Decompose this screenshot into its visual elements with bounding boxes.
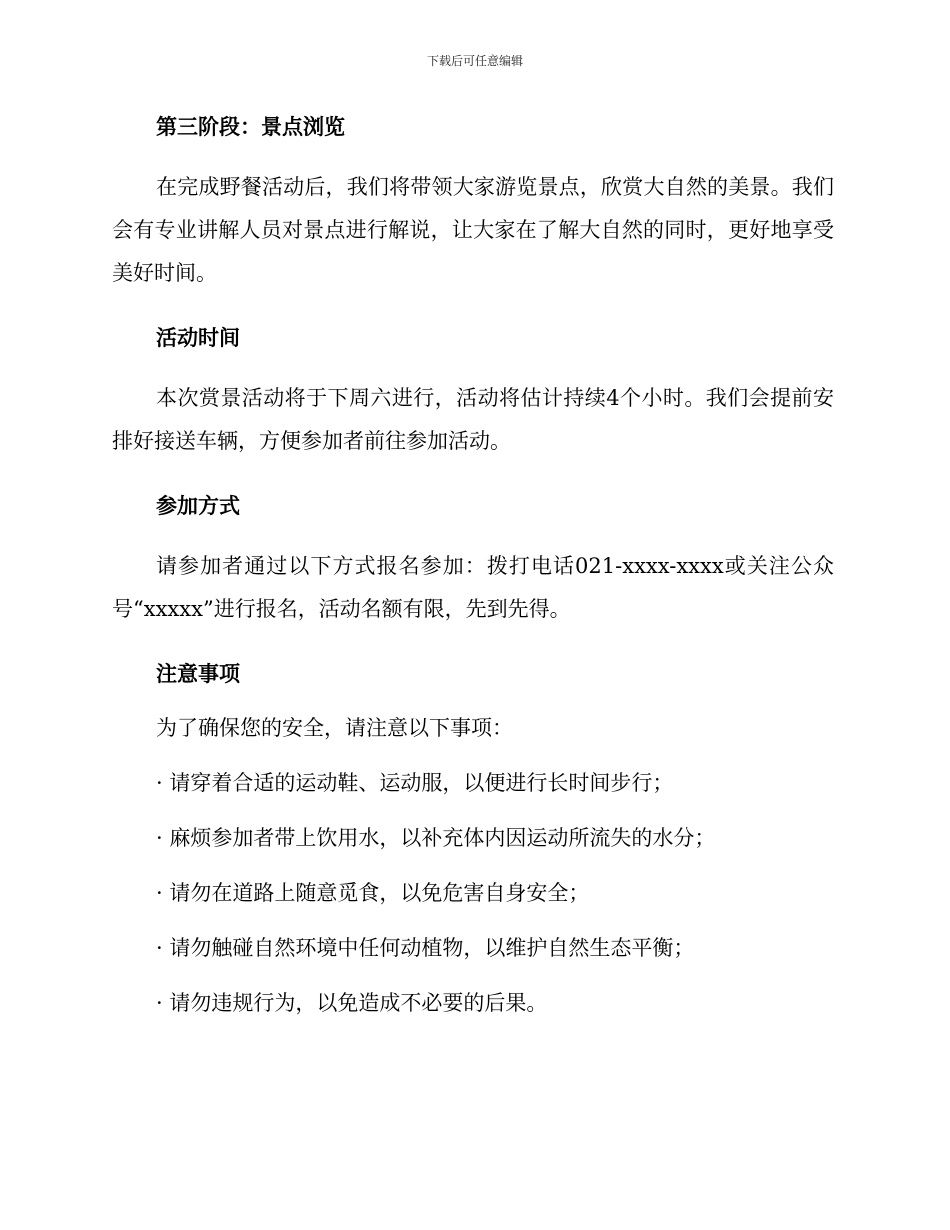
list-spacer	[112, 908, 834, 933]
notes-list	[112, 768, 834, 1018]
document-body	[112, 112, 834, 1018]
list-item: · 请勿违规行为，以免造成不必要的后果。	[156, 991, 548, 1015]
section-heading-participation: 参加方式	[156, 494, 240, 518]
list-item: · 麻烦参加者带上饮用水，以补充体内因运动所流失的水分；	[156, 826, 716, 850]
list-spacer	[112, 798, 834, 823]
list-item: · 请勿触碰自然环境中任何动植物，以维护自然生态平衡；	[156, 936, 695, 960]
page-header: 下载后可任意编辑	[426, 54, 523, 68]
section-heading-scenic-tour: 第三阶段：景点浏览	[156, 115, 345, 139]
list-item: · 请穿着合适的运动鞋、运动服，以便进行长时间步行；	[156, 771, 674, 795]
section-heading-notes: 注意事项	[156, 662, 240, 686]
list-spacer	[112, 853, 834, 878]
section-heading-activity-time: 活动时间	[156, 326, 240, 350]
notes-intro: 为了确保您的安全，请注意以下事项：	[156, 716, 513, 740]
section-body-activity-time: 本次赏景活动将于下周六进行，活动将估计持续4个小时。我们会提前安排好接送车辆，方便参加者前往参加活动。	[112, 386, 834, 453]
list-spacer	[112, 963, 834, 988]
section-body-scenic-tour: 在完成野餐活动后，我们将带领大家游览景点，欣赏大自然的美景。我们会有专业讲解人员对景点进行解说，让大家在了解大自然的同时，更好地享受美好时间。	[112, 175, 834, 285]
section-body-participation: 请参加者通过以下方式报名参加：拨打电话021-xxxx-xxxx或关注公众号“xxxxx”进行报名，活动名额有限，先到先得。	[112, 554, 834, 621]
list-item: · 请勿在道路上随意觅食，以免危害自身安全；	[156, 881, 590, 905]
